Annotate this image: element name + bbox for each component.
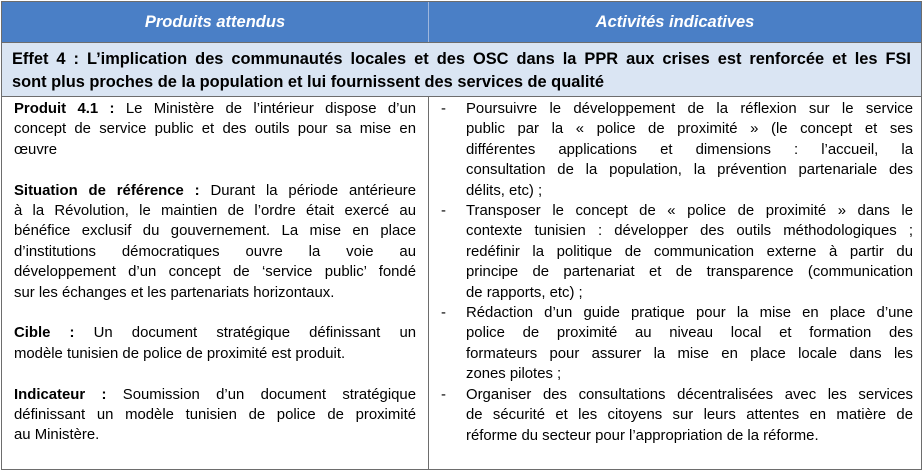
activity-4-line-2: de sécurité et les citoyens sur leurs attentes en matière de <box>466 407 913 424</box>
activity-3-line-3: formateurs pour assurer la mise en place locale dans les <box>466 345 913 362</box>
activity-3-line-2: police de proximité au niveau local et formation des <box>466 325 913 342</box>
header-activities: Activités indicatives <box>429 2 921 42</box>
effect-line-2: sont plus proches de la population et lui fournissent des services de qualité <box>12 73 605 91</box>
product-block <box>14 99 416 160</box>
effect-row <box>2 42 921 97</box>
activity-1-line-2: public par la « police de proximité » (le concept et ses <box>466 121 913 138</box>
situation-text-4: d’institutions démocratiques ouvre la voie au <box>14 243 416 260</box>
indicator-text-2: définissant un modèle tunisien de police de proximité <box>14 407 416 424</box>
product-text-1: Le Ministère de l’intérieur dispose d’un <box>125 101 417 117</box>
bullet-dash: - <box>441 305 446 322</box>
activity-3-line-4: zones pilotes ; <box>466 366 562 383</box>
indicator-label: Indicateur : <box>14 386 107 403</box>
situation-block <box>14 181 416 303</box>
activity-2-line-1: Transposer le concept de « police de proximité » dans le <box>466 203 913 220</box>
target-text-1: Un document stratégique définissant un <box>93 325 417 342</box>
bullet-dash: - <box>441 101 446 117</box>
activity-1-line-3: différentes applications et dimensions : l’accueil, la <box>466 141 913 158</box>
indicator-text-1: Soumission d’un document stratégique <box>122 386 416 403</box>
situation-label: Situation de référence : <box>14 182 200 199</box>
effect-line-1: Effet 4 : L’implication des communautés locales et des OSC dans la PPR aux crises est renforcée et les FSI <box>12 50 911 68</box>
situation-text-5: développement d’un concept de ‘service public’ fondé <box>14 264 416 281</box>
activity-2-line-4: principe de partenariat et de transparence (communication <box>466 264 913 281</box>
situation-text-6: sur les échanges et les partenariats horizontaux. <box>14 284 335 301</box>
results-framework-table <box>1 1 922 470</box>
activity-3-line-1: Rédaction d’un guide pratique pour la mise en place d’une <box>466 305 913 322</box>
activity-item-1 <box>441 99 913 201</box>
situation-text-2: à la Révolution, le maintien de l’ordre était exercé au <box>14 203 416 220</box>
header-products: Produits attendus <box>2 2 429 42</box>
product-text-3: œuvre <box>14 141 58 158</box>
expected-products-cell <box>2 97 429 469</box>
bullet-dash: - <box>441 203 446 220</box>
activity-2-line-3: redéfinir la politique de communication externe à partir du <box>466 243 913 260</box>
target-label: Cible : <box>14 325 75 342</box>
activity-2-line-5: de rapports, etc) ; <box>466 284 583 301</box>
target-text-2: modèle tunisien de police de proximité est produit. <box>14 345 346 362</box>
indicator-block <box>14 385 416 446</box>
activity-item-3 <box>441 303 913 385</box>
activity-4-line-3: réforme du secteur pour l’appropriation de la réforme. <box>466 427 819 444</box>
situation-text-1: Durant la période antérieure <box>210 182 416 199</box>
activity-4-line-1: Organiser des consultations décentralisées avec les services <box>466 386 913 403</box>
activity-2-line-2: contexte tunisien : développer des outils méthodologiques ; <box>466 223 913 240</box>
indicator-text-3: au Ministère. <box>14 427 100 444</box>
indicative-activities-cell <box>429 97 921 469</box>
target-block <box>14 323 416 364</box>
activity-1-line-5: délits, etc) ; <box>466 182 543 199</box>
product-text-2: concept de service public et des outils pour sa mise en <box>14 121 416 138</box>
activity-item-2 <box>441 201 913 303</box>
product-label: Produit 4.1 : <box>14 101 115 117</box>
bullet-dash: - <box>441 386 446 403</box>
activity-item-4 <box>441 385 913 446</box>
situation-text-3: bénéfice exclusif du gouvernement. La mise en place <box>14 223 416 240</box>
activity-1-line-4: consultation de la population, la prévention partenariale des <box>466 162 913 179</box>
activity-1-line-1: Poursuivre le développement de la réflexion sur le service <box>466 101 913 117</box>
